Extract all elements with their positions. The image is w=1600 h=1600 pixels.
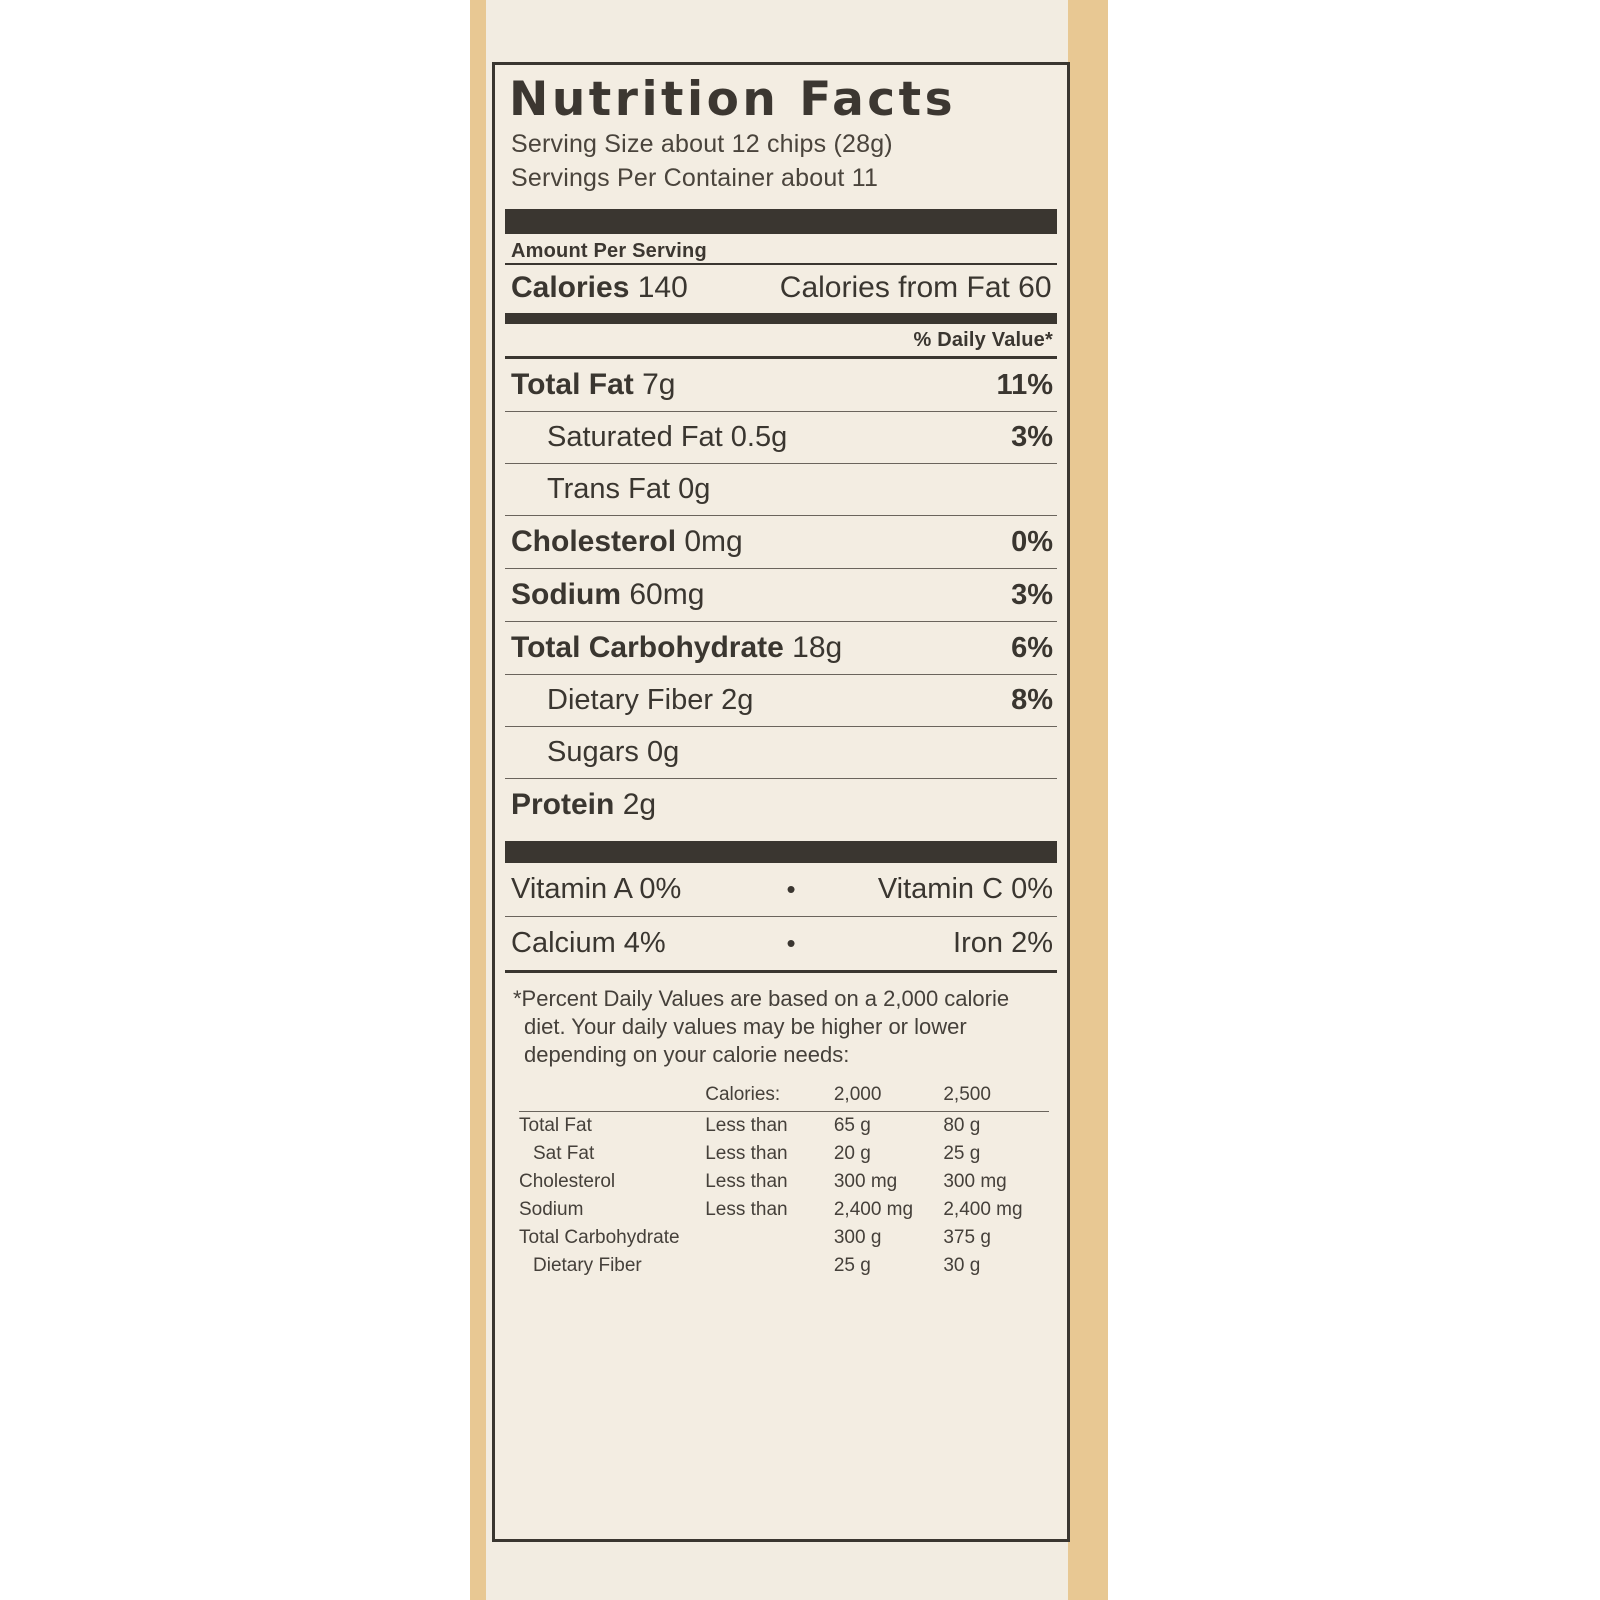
col-nutrient bbox=[519, 1081, 705, 1112]
nutrient-amount: 2g bbox=[721, 683, 754, 716]
bullet-dot-icon: • bbox=[786, 927, 796, 958]
serving-size-text: Serving Size about 12 chips (28g) bbox=[511, 130, 893, 159]
cell-2500: 2,400 mg bbox=[943, 1199, 1023, 1221]
cell-nutrient: Total Fat bbox=[519, 1115, 592, 1137]
nutrient-percent: 11% bbox=[996, 368, 1053, 401]
nutrient-name: Cholesterol bbox=[511, 524, 677, 558]
cell-2500: 300 mg bbox=[943, 1171, 1007, 1193]
divider-thick-vitamins bbox=[505, 841, 1057, 863]
nutrient-name: Saturated Fat bbox=[547, 420, 723, 453]
table-row bbox=[519, 1112, 1049, 1141]
nutrient-percent: 3% bbox=[1011, 420, 1053, 453]
nutrient-row-sugars bbox=[505, 727, 1057, 778]
nutrient-label-group bbox=[511, 525, 743, 559]
nutrient-label-group bbox=[547, 473, 710, 506]
divider-heavy-calories bbox=[505, 313, 1057, 324]
footnote-text: *Percent Daily Values are based on a 2,000 calorie diet. Your daily values may be higher or lower depending on your calorie needs: bbox=[513, 985, 1010, 1068]
calories-row bbox=[505, 265, 1057, 313]
table-row bbox=[519, 1224, 1049, 1252]
calcium-value: Calcium 4% bbox=[511, 926, 666, 959]
cell-nutrient: Total Carbohydrate bbox=[519, 1227, 680, 1249]
daily-value-header: % Daily Value* bbox=[913, 328, 1053, 351]
nutrient-label-group bbox=[511, 578, 704, 612]
nutrient-label-group bbox=[547, 421, 787, 454]
footnote bbox=[505, 973, 1057, 1069]
nutrient-name: Sugars bbox=[547, 735, 639, 768]
table-row bbox=[519, 1168, 1049, 1196]
calories-label: Calories bbox=[511, 270, 630, 304]
nutrient-row-total-carbohydrate bbox=[505, 622, 1057, 674]
cell-nutrient: Sat Fat bbox=[533, 1143, 595, 1165]
calories-value: 140 bbox=[637, 270, 688, 304]
cell-nutrient: Sodium bbox=[519, 1199, 584, 1221]
nutrient-amount: 0mg bbox=[684, 524, 743, 558]
calories-label-group bbox=[511, 271, 688, 305]
divider-thick-top bbox=[505, 209, 1057, 234]
nutrient-row-trans-fat bbox=[505, 464, 1057, 515]
daily-values-table bbox=[519, 1081, 1049, 1280]
nutrient-percent: 6% bbox=[1011, 631, 1053, 664]
nutrient-amount: 0g bbox=[646, 735, 680, 768]
cell-2500: 30 g bbox=[943, 1255, 981, 1277]
nutrient-amount: 0.5g bbox=[730, 420, 788, 453]
col-2000: 2,000 bbox=[833, 1084, 882, 1106]
col-calories: Calories: bbox=[705, 1084, 781, 1106]
cell-less-than: Less than bbox=[705, 1143, 788, 1165]
nutrient-row-cholesterol bbox=[505, 516, 1057, 568]
nutrient-name: Trans Fat bbox=[547, 472, 671, 505]
nutrition-facts-panel bbox=[492, 62, 1070, 1542]
cell-2000: 300 mg bbox=[833, 1171, 898, 1193]
table-row bbox=[519, 1196, 1049, 1224]
cell-2000: 2,400 mg bbox=[833, 1199, 914, 1221]
cell-less-than: Less than bbox=[705, 1199, 788, 1221]
nutrient-name: Sodium bbox=[511, 577, 621, 611]
iron-value: Iron 2% bbox=[953, 926, 1053, 959]
cell-2500: 80 g bbox=[943, 1115, 981, 1137]
cell-less-than bbox=[705, 1252, 834, 1280]
cell-2000: 25 g bbox=[833, 1255, 871, 1277]
nutrient-amount: 7g bbox=[642, 367, 676, 401]
package-right-edge bbox=[1068, 0, 1108, 1600]
nutrient-name: Dietary Fiber bbox=[547, 683, 713, 716]
amount-per-serving-label: Amount Per Serving bbox=[511, 239, 707, 262]
cell-2500: 25 g bbox=[943, 1143, 981, 1165]
nutrient-row-sodium bbox=[505, 569, 1057, 621]
cell-less-than: Less than bbox=[705, 1115, 788, 1137]
nutrient-name: Total Fat bbox=[511, 367, 634, 401]
nutrient-amount: 18g bbox=[792, 630, 843, 664]
cell-2500: 375 g bbox=[943, 1227, 991, 1249]
nutrient-label-group bbox=[511, 368, 676, 402]
cell-less-than bbox=[705, 1224, 834, 1252]
vitamin-c-value: Vitamin C 0% bbox=[877, 872, 1053, 905]
nutrient-percent: 0% bbox=[1011, 525, 1053, 558]
nutrient-name: Protein bbox=[511, 787, 615, 821]
nutrient-amount: 60mg bbox=[629, 577, 705, 611]
col-2500: 2,500 bbox=[943, 1084, 991, 1106]
table-header-row bbox=[519, 1081, 1049, 1112]
servings-per-container-text: Servings Per Container about 11 bbox=[511, 164, 879, 193]
nutrient-row-dietary-fiber bbox=[505, 675, 1057, 726]
table-row bbox=[519, 1140, 1049, 1168]
nutrient-label-group bbox=[511, 788, 656, 822]
nutrient-percent: 3% bbox=[1011, 578, 1053, 611]
nutrient-label-group bbox=[547, 736, 679, 769]
nutrient-name: Total Carbohydrate bbox=[511, 630, 784, 664]
nutrient-amount: 2g bbox=[622, 787, 657, 821]
nutrient-label-group bbox=[547, 684, 753, 717]
bullet-dot-icon: • bbox=[786, 873, 796, 904]
vitamin-row-1 bbox=[505, 863, 1057, 916]
page-title: Nutrition Facts bbox=[509, 72, 957, 127]
nutrient-percent: 8% bbox=[1011, 683, 1053, 716]
calories-from-fat: Calories from Fat 60 bbox=[779, 270, 1052, 304]
cell-2000: 300 g bbox=[833, 1227, 882, 1249]
nutrient-row-protein bbox=[505, 779, 1057, 831]
cell-nutrient: Cholesterol bbox=[519, 1171, 616, 1193]
nutrient-label-group bbox=[511, 631, 842, 665]
cell-nutrient: Dietary Fiber bbox=[533, 1255, 642, 1277]
nutrient-amount: 0g bbox=[678, 472, 711, 505]
cell-2000: 65 g bbox=[833, 1115, 871, 1137]
cell-less-than: Less than bbox=[705, 1171, 788, 1193]
vitamin-a-value: Vitamin A 0% bbox=[511, 872, 682, 905]
cell-2000: 20 g bbox=[833, 1143, 871, 1165]
nutrient-row-saturated-fat bbox=[505, 412, 1057, 463]
table-row bbox=[519, 1252, 1049, 1280]
nutrient-row-total-fat bbox=[505, 359, 1057, 411]
vitamin-row-2 bbox=[505, 917, 1057, 970]
